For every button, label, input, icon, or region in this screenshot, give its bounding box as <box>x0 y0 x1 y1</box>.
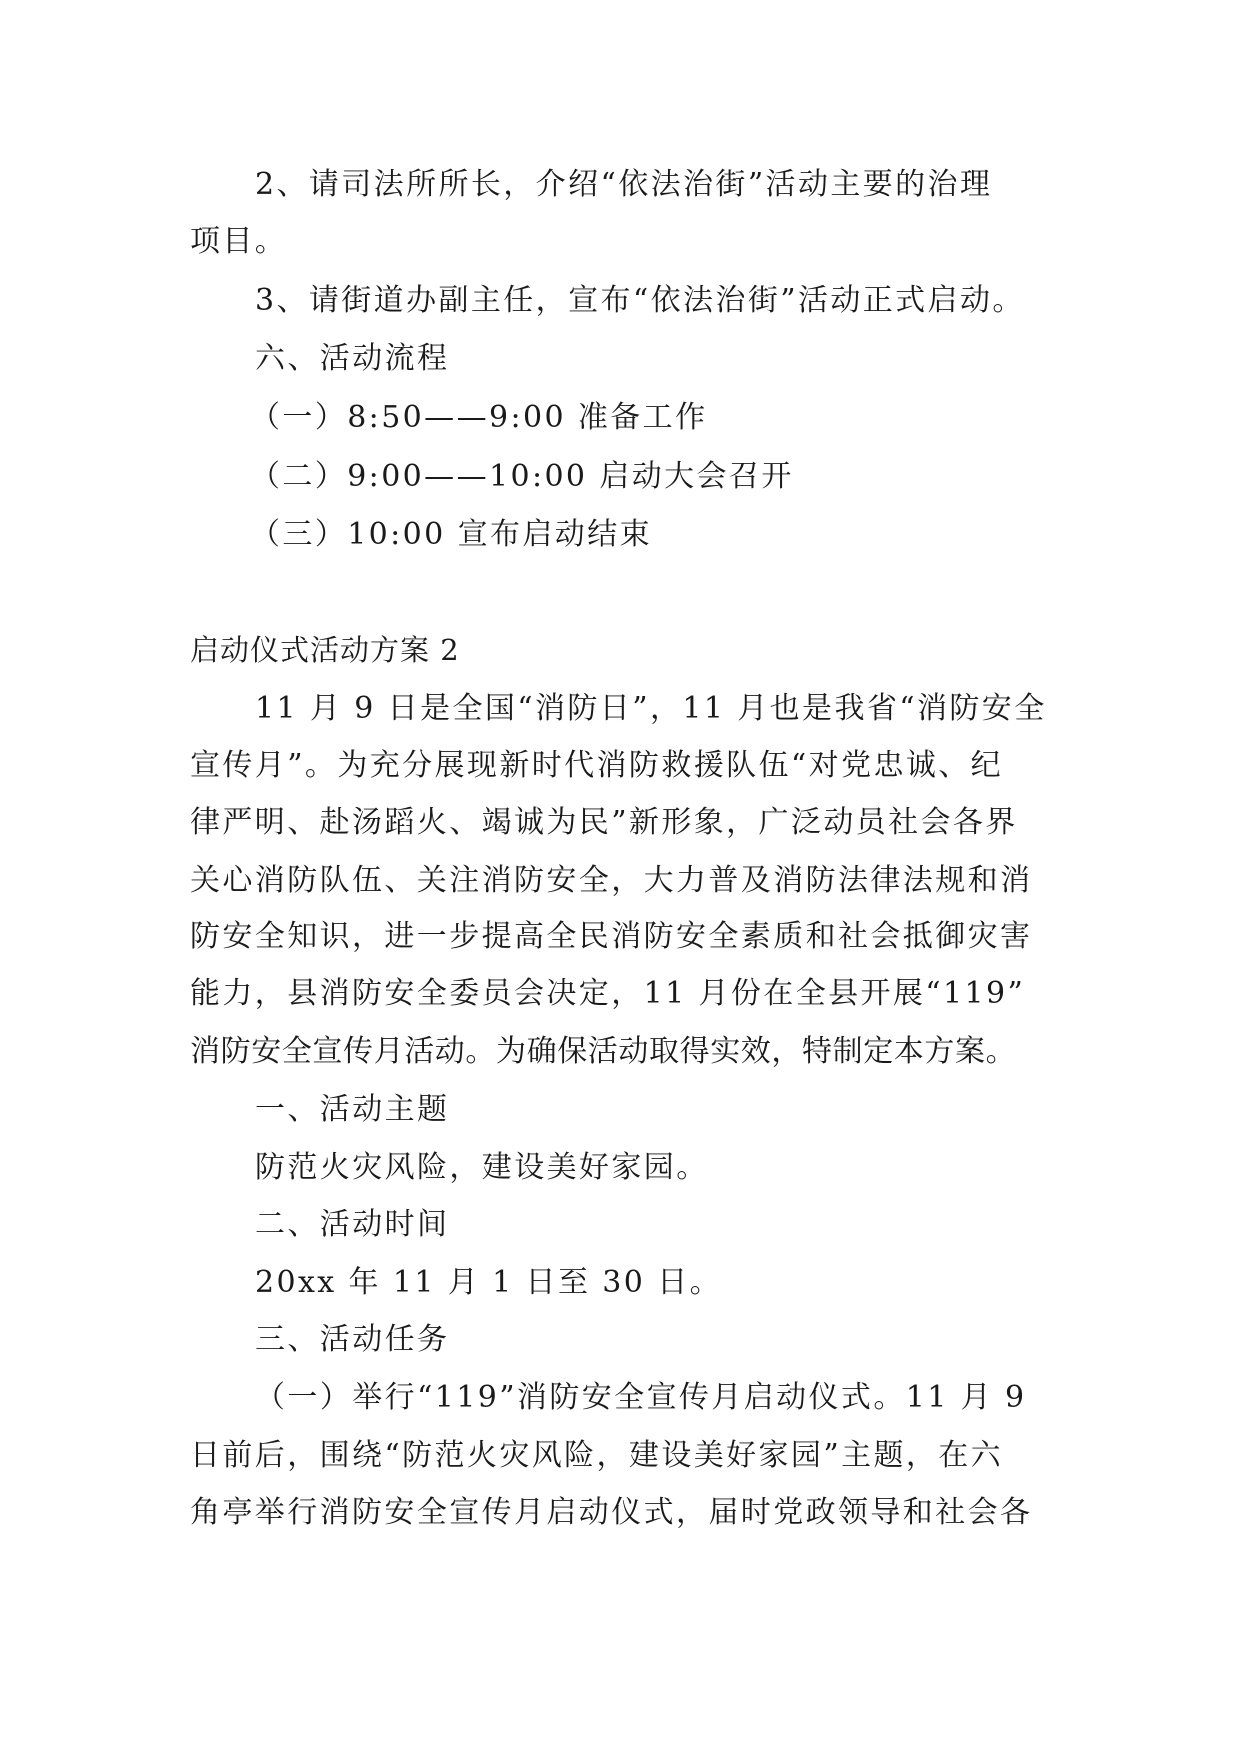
flow-item-3: （三）10:00 宣布启动结束 <box>250 517 652 552</box>
flow-item-2: （二）9:00——10:00 启动大会召开 <box>250 459 794 494</box>
task-line-3: 角亭举行消防安全宣传月启动仪式，届时党政领导和社会各 <box>190 1495 1033 1530</box>
item-3: 3、请街道办副主任，宣布“依法治街”活动正式启动。 <box>255 283 1025 318</box>
intro-line-7: 消防安全宣传月活动。为确保活动取得实效，特制定本方案。 <box>190 1034 1017 1069</box>
intro-line-2: 宣传月”。为充分展现新时代消防救援队伍“对党忠诚、纪 <box>190 748 1004 783</box>
task-line-2: 日前后，围绕“防范火灾风险，建设美好家园”主题，在六 <box>190 1438 1004 1473</box>
item-2-line-1: 2、请司法所所长，介绍“依法治街”活动主要的治理 <box>255 167 993 202</box>
time-text: 20xx 年 11 月 1 日至 30 日。 <box>255 1265 722 1300</box>
time-heading: 二、活动时间 <box>255 1207 450 1242</box>
theme-text: 防范火灾风险，建设美好家园。 <box>255 1150 709 1185</box>
intro-line-6: 能力，县消防安全委员会决定，11 月份在全县开展“119” <box>190 976 1026 1011</box>
task-heading: 三、活动任务 <box>255 1322 450 1357</box>
intro-line-4: 关心消防队伍、关注消防安全，大力普及消防法律法规和消 <box>190 863 1033 898</box>
task-line-1: （一）举行“119”消防安全宣传月启动仪式。11 月 9 <box>255 1380 1027 1415</box>
section-title: 启动仪式活动方案 2 <box>190 633 460 667</box>
intro-line-3: 律严明、赴汤蹈火、竭诚为民”新形象，广泛动员社会各界 <box>190 805 1018 840</box>
theme-heading: 一、活动主题 <box>255 1092 450 1127</box>
item-2-line-2: 项目。 <box>190 224 288 259</box>
flow-heading: 六、活动流程 <box>255 341 450 376</box>
flow-item-1: （一）8:50——9:00 准备工作 <box>250 400 708 435</box>
intro-line-1: 11 月 9 日是全国“消防日”，11 月也是我省“消防安全 <box>255 691 1047 726</box>
intro-line-5: 防安全知识，进一步提高全民消防安全素质和社会抵御灾害 <box>190 919 1033 954</box>
